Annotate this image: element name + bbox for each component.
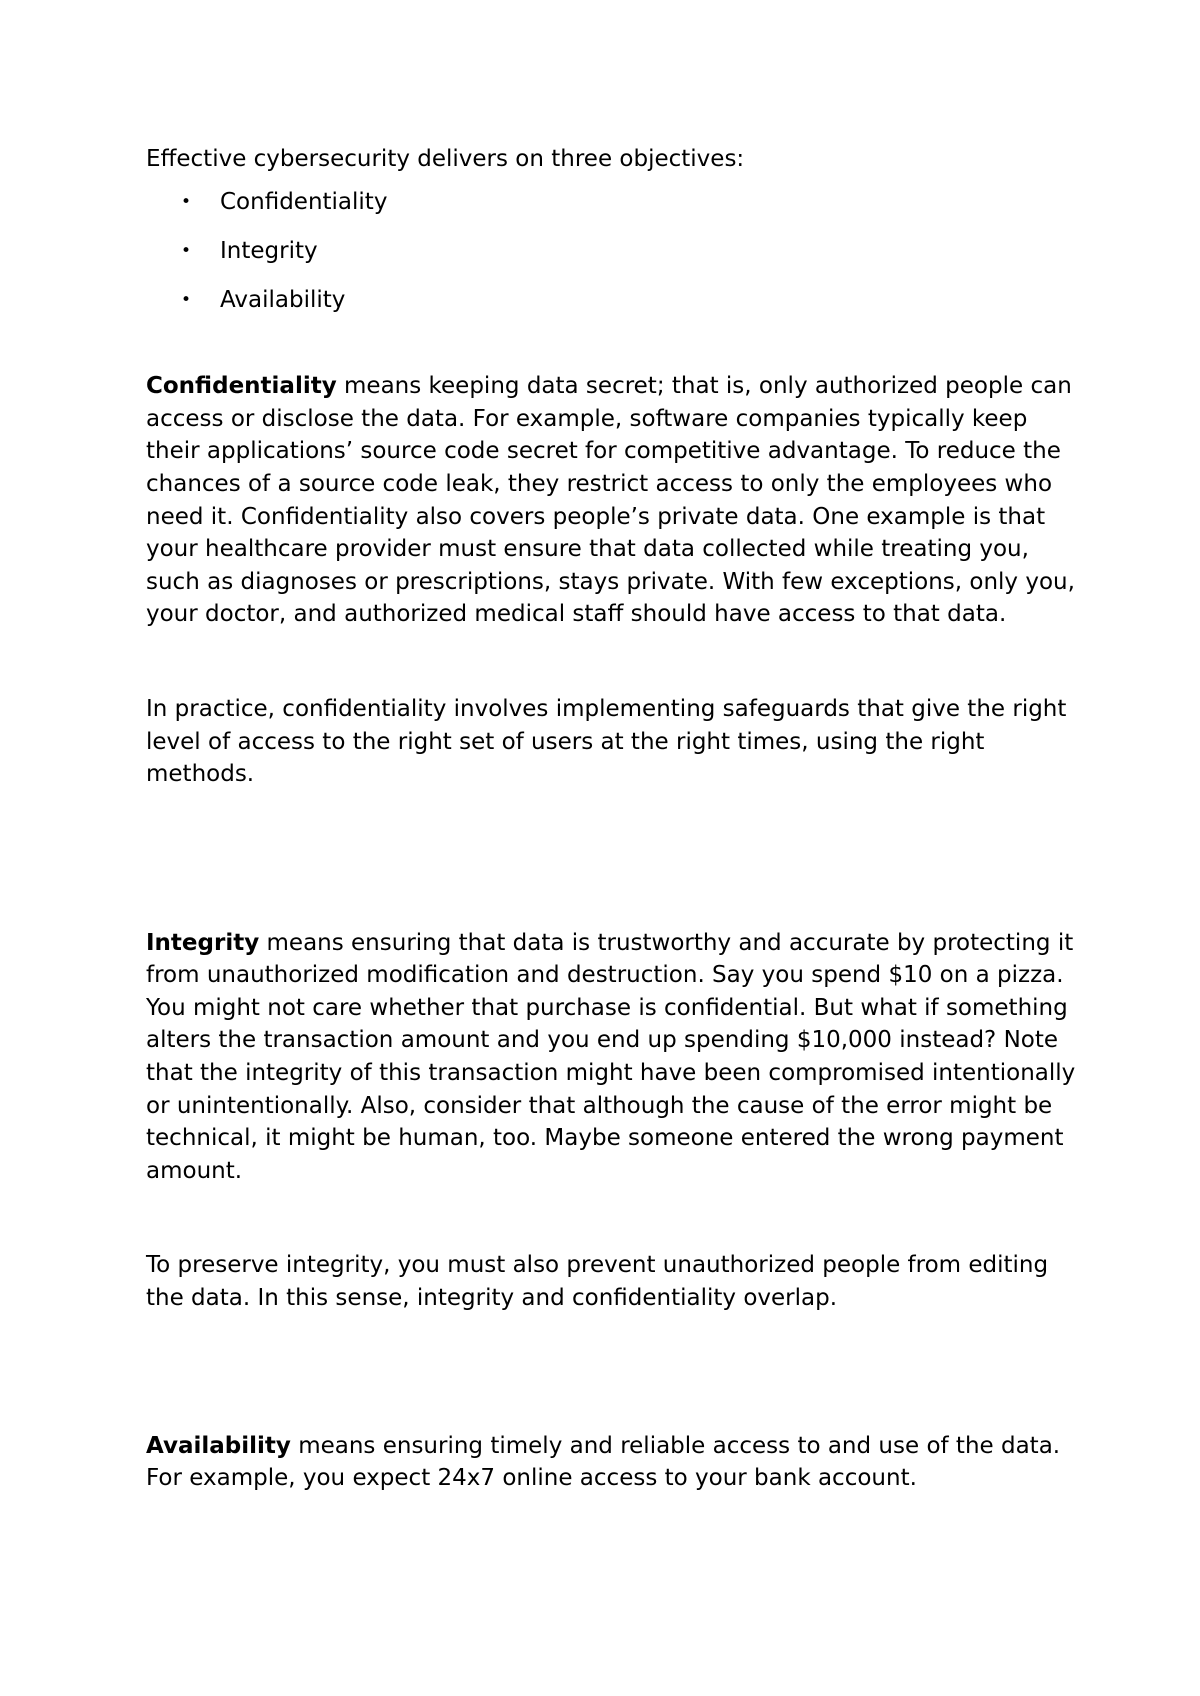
list-item-label: Confidentiality (220, 188, 388, 215)
confidentiality-definition-text: means keeping data secret; that is, only authorized people can access or disclose the data. For example, software companies typically keep their applications’ source code secret for competitive advantage. To reduce the chances of a source code leak, they restrict access to only the employees who need it. Confidentiality also covers people’s private data. One example is that your healthcare provider must ensure that data collected while treating you, such as diagnoses or prescriptions, stays private. With few exceptions, only you, your doctor, and authorized medical staff should have access to that data. (146, 373, 1075, 628)
list-item-label: Availability (220, 286, 346, 313)
list-item (146, 284, 1086, 317)
objectives-list (146, 186, 1086, 317)
document-page (146, 143, 1086, 1495)
availability-term: Availability (146, 1432, 291, 1459)
integrity-definition-paragraph (146, 927, 1086, 1188)
confidentiality-term: Confidentiality (146, 373, 337, 400)
list-item (146, 235, 1086, 268)
bullet-icon: • (181, 289, 192, 310)
availability-definition-paragraph (146, 1430, 1086, 1495)
bullet-icon: • (181, 191, 192, 212)
availability-definition-text: means ensuring timely and reliable access to and use of the data. For example, you expect 24x7 online access to your bank account. (146, 1432, 1061, 1492)
confidentiality-practice-paragraph: In practice, confidentiality involves implementing safeguards that give the right level of access to the right set of users at the right times, using the right methods. (146, 695, 1067, 788)
integrity-definition-text: means ensuring that data is trustworthy and accurate by protecting it from unauthorized modification and destruction. Say you spend $10 on a pizza. You might not care whether that purchase is confidential. But what if something alters the transaction amount and you end up spending $10,000 instead? Note that the integrity of this transaction might have been compromised intentionally or unintentionally. Also, consider that although the cause of the error might be technical, it might be human, too. Maybe someone entered the wrong payment amount. (146, 929, 1076, 1184)
bullet-icon: • (181, 240, 192, 261)
list-item (146, 186, 1086, 219)
integrity-term: Integrity (146, 929, 260, 956)
integrity-preserve-paragraph: To preserve integrity, you must also prevent unauthorized people from editing the data. In this sense, integrity and confidentiality overlap. (146, 1252, 1049, 1312)
list-item-label: Integrity (220, 237, 318, 264)
intro-paragraph: Effective cybersecurity delivers on three objectives: (146, 146, 745, 172)
confidentiality-definition-paragraph (146, 370, 1086, 631)
